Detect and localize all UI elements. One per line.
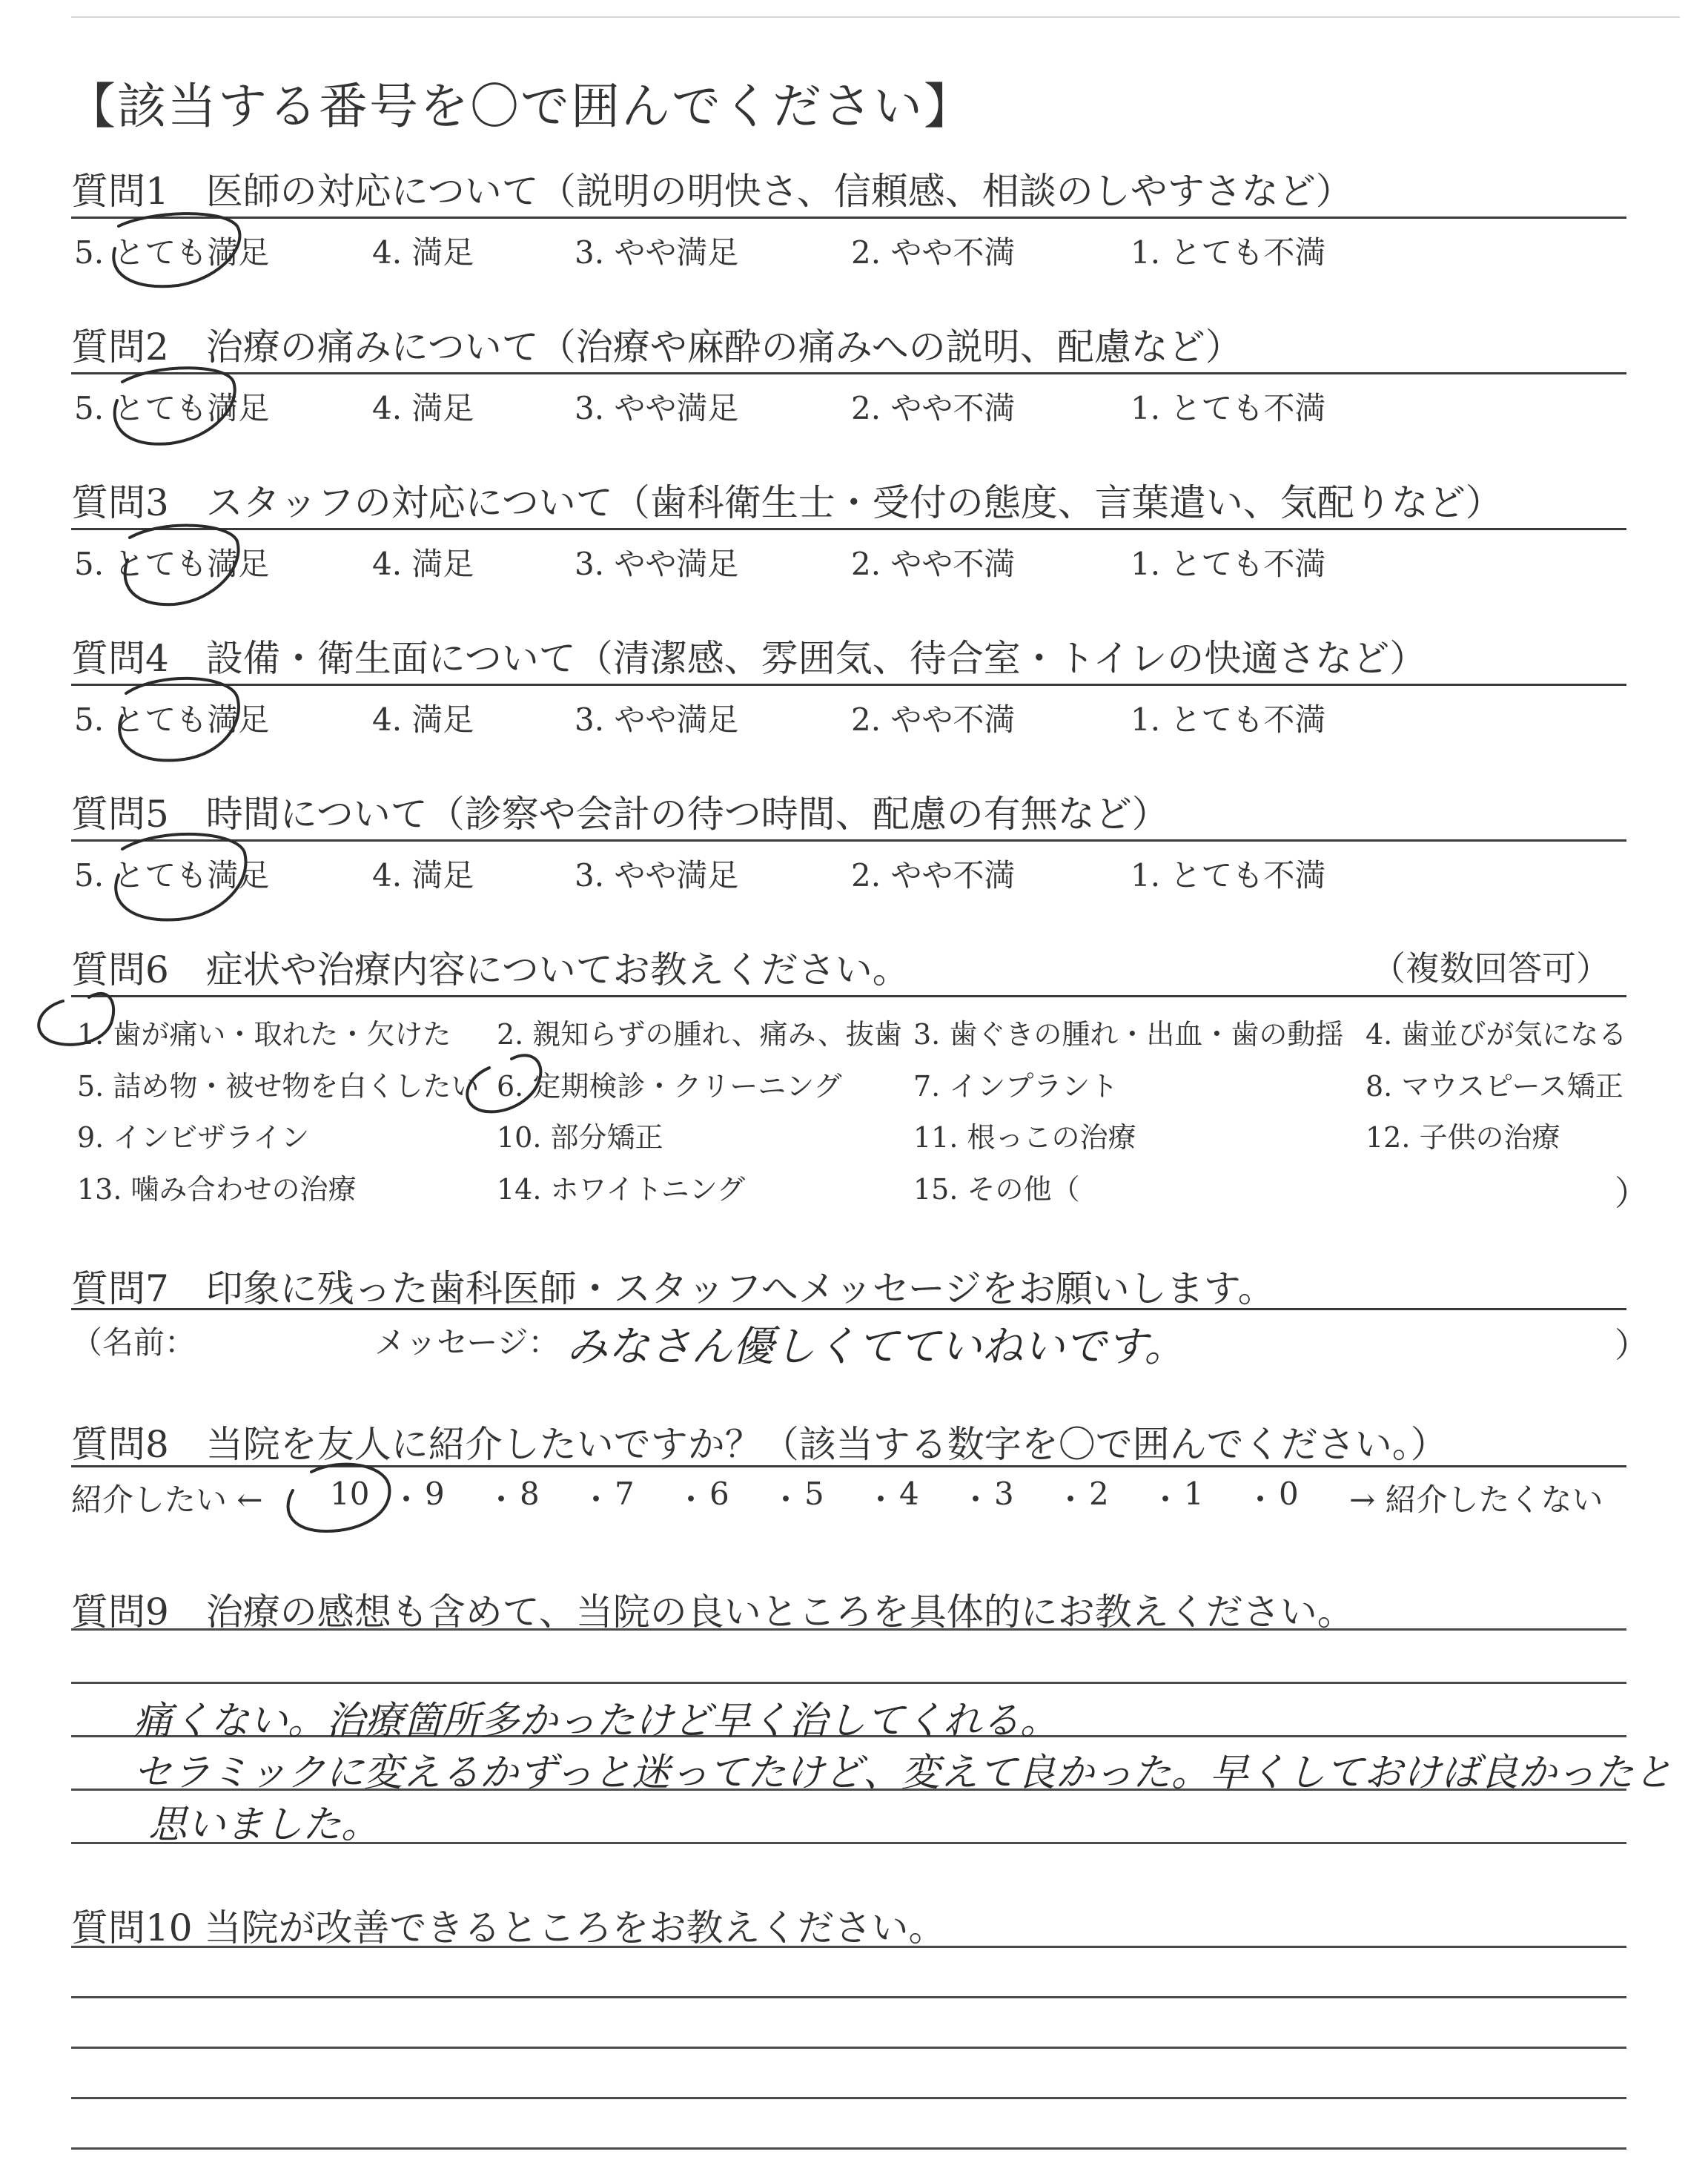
form-header: 【該当する番号を〇で囲んでください】 — [67, 78, 974, 135]
q2-option-3[interactable]: 3. やや満足 — [575, 390, 739, 426]
q8-scale-separator: ・ — [391, 1482, 423, 1518]
q6-option-13[interactable]: 13. 噛み合わせの治療 — [77, 1173, 357, 1206]
q1-option-4[interactable]: 4. 満足 — [372, 234, 474, 271]
q5-option-3[interactable]: 3. やや満足 — [575, 857, 739, 894]
q5-option-4[interactable]: 4. 満足 — [372, 857, 474, 894]
q6-option-5[interactable]: 5. 詰め物・被せ物を白くしたい — [77, 1070, 480, 1103]
q1-option-1[interactable]: 1. とても不満 — [1131, 234, 1326, 271]
q8-scale-separator: ・ — [675, 1482, 707, 1518]
q8-scale-value-9[interactable]: 9 — [425, 1476, 445, 1512]
q2-option-5[interactable]: 5. とても満足 — [74, 390, 270, 426]
q9-title: 質問9 治療の感想も含めて、当院の良いところを具体的にお教えください。 — [71, 1591, 1354, 1634]
q1-rule — [71, 217, 1626, 219]
q5-rule — [71, 839, 1626, 842]
q6-option-8[interactable]: 8. マウスピース矯正 — [1366, 1070, 1623, 1103]
q8-scale-value-6[interactable]: 6 — [709, 1476, 729, 1512]
q5-title: 質問5 時間について（診察や会計の待つ時間、配慮の有無など） — [71, 793, 1169, 836]
q8-scale-value-3[interactable]: 3 — [994, 1476, 1014, 1512]
q8-scale-separator: ・ — [770, 1482, 802, 1518]
q10-line-5 — [71, 2147, 1626, 2150]
q6-option-9[interactable]: 9. インビザライン — [77, 1121, 310, 1154]
q5-option-1[interactable]: 1. とても不満 — [1131, 857, 1326, 894]
q5-option-2[interactable]: 2. やや不満 — [851, 857, 1016, 894]
q4-option-3[interactable]: 3. やや満足 — [575, 701, 739, 738]
q3-option-3[interactable]: 3. やや満足 — [575, 546, 739, 582]
q6-title: 質問6 症状や治療内容についてお教えください。 — [71, 948, 910, 991]
q8-scale-separator: ・ — [1055, 1482, 1087, 1518]
q7-message-handwritten[interactable]: みなさん優しくてていねいです。 — [566, 1323, 1186, 1371]
q6-option-2[interactable]: 2. 親知らずの腫れ、痛み、抜歯 — [497, 1018, 902, 1051]
q6-option-15[interactable]: 15. その他（ — [913, 1173, 1080, 1206]
q7-message-label: メッセージ： — [374, 1324, 560, 1361]
q5-option-5[interactable]: 5. とても満足 — [74, 857, 270, 894]
q6-option-10[interactable]: 10. 部分矯正 — [497, 1121, 663, 1154]
q6-option-7[interactable]: 7. インプラント — [913, 1070, 1119, 1103]
q6-other-close-paren: ） — [1615, 1173, 1649, 1213]
q9-answer-line-3[interactable]: 思いました。 — [148, 1803, 380, 1847]
q6-option-11[interactable]: 11. 根っこの治療 — [913, 1121, 1136, 1154]
q3-title: 質問3 スタッフの対応について（歯科衛生士・受付の態度、言葉遣い、気配りなど） — [71, 481, 1503, 524]
q6-option-6[interactable]: 6. 定期検診・クリーニング — [497, 1070, 842, 1103]
q4-option-1[interactable]: 1. とても不満 — [1131, 701, 1326, 738]
q6-option-3[interactable]: 3. 歯ぐきの腫れ・出血・歯の動揺 — [913, 1018, 1344, 1051]
q6-option-4[interactable]: 4. 歯並びが気になる — [1366, 1018, 1627, 1051]
page-top-border — [71, 16, 1680, 18]
q8-scale-separator: ・ — [1245, 1482, 1277, 1518]
q3-rule — [71, 528, 1626, 530]
q6-option-1[interactable]: 1. 歯が痛い・取れた・欠けた — [77, 1018, 451, 1051]
q10-line-2 — [71, 1996, 1626, 1998]
q8-scale-value-2[interactable]: 2 — [1089, 1476, 1109, 1512]
q6-rule — [71, 995, 1626, 997]
q7-title: 質問7 印象に残った歯科医師・スタッフへメッセージをお願いします。 — [71, 1267, 1275, 1310]
q3-option-4[interactable]: 4. 満足 — [372, 546, 474, 582]
q8-scale-separator: ・ — [960, 1482, 992, 1518]
q6-option-14[interactable]: 14. ホワイトニング — [497, 1173, 746, 1206]
q8-right-label: → 紹介したくない — [1349, 1482, 1603, 1518]
q1-option-3[interactable]: 3. やや満足 — [575, 234, 739, 271]
q4-option-5[interactable]: 5. とても満足 — [74, 701, 270, 738]
q8-title: 質問8 当院を友人に紹介したいですか？（該当する数字を〇で囲んでください。） — [71, 1423, 1448, 1466]
q2-option-2[interactable]: 2. やや不満 — [851, 390, 1016, 426]
q1-title: 質問1 医師の対応について（説明の明快さ、信頼感、相談のしやすさなど） — [71, 170, 1353, 213]
q6-multiple-answers-note: （複数回答可） — [1371, 948, 1610, 988]
q10-line-1 — [71, 1946, 1626, 1948]
q7-name-label: （名前： — [71, 1324, 196, 1361]
q1-option-5[interactable]: 5. とても満足 — [74, 234, 270, 271]
q4-rule — [71, 684, 1626, 686]
q8-scale-separator: ・ — [580, 1482, 612, 1518]
q8-scale-value-0[interactable]: 0 — [1279, 1476, 1299, 1512]
q2-option-4[interactable]: 4. 満足 — [372, 390, 474, 426]
q8-scale-separator: ・ — [1150, 1482, 1182, 1518]
q7-close-paren: ） — [1615, 1325, 1649, 1365]
q8-scale-value-10[interactable]: 10 — [330, 1476, 370, 1512]
q9-answer-line-1[interactable]: 痛くない。治療箇所多かったけど早く治してくれる。 — [133, 1699, 1059, 1743]
q9-line-2 — [71, 1682, 1626, 1684]
q4-option-4[interactable]: 4. 満足 — [372, 701, 474, 738]
q8-scale-value-7[interactable]: 7 — [615, 1476, 635, 1512]
q8-scale-value-8[interactable]: 8 — [520, 1476, 540, 1512]
q1-option-2[interactable]: 2. やや不満 — [851, 234, 1016, 271]
q2-option-1[interactable]: 1. とても不満 — [1131, 390, 1326, 426]
q4-title: 質問4 設備・衛生面について（清潔感、雰囲気、待合室・トイレの快適さなど） — [71, 637, 1427, 680]
q3-option-2[interactable]: 2. やや不満 — [851, 546, 1016, 582]
q2-rule — [71, 372, 1626, 374]
q3-option-5[interactable]: 5. とても満足 — [74, 546, 270, 582]
q8-rule — [71, 1465, 1626, 1467]
q8-scale-separator: ・ — [486, 1482, 517, 1518]
q4-option-2[interactable]: 2. やや不満 — [851, 701, 1016, 738]
q10-title: 質問10 当院が改善できるところをお教えください。 — [71, 1906, 946, 1949]
q3-option-1[interactable]: 1. とても不満 — [1131, 546, 1326, 582]
q6-option-12[interactable]: 12. 子供の治療 — [1366, 1121, 1560, 1154]
q7-rule — [71, 1308, 1626, 1310]
q8-scale-value-1[interactable]: 1 — [1184, 1476, 1204, 1512]
q8-scale-separator: ・ — [865, 1482, 897, 1518]
q9-answer-line-2[interactable]: セラミックに変えるかずっと迷ってたけど、変えて良かった。早くしておけば良かったと — [133, 1751, 1672, 1795]
q8-left-label: 紹介したい ← — [71, 1482, 263, 1518]
q9-line-1 — [71, 1628, 1626, 1631]
q8-scale-value-5[interactable]: 5 — [804, 1476, 824, 1512]
q10-line-3 — [71, 2047, 1626, 2049]
q10-line-4 — [71, 2097, 1626, 2099]
q8-scale-value-4[interactable]: 4 — [899, 1476, 919, 1512]
q2-title: 質問2 治療の痛みについて（治療や麻酔の痛みへの説明、配慮など） — [71, 326, 1242, 369]
